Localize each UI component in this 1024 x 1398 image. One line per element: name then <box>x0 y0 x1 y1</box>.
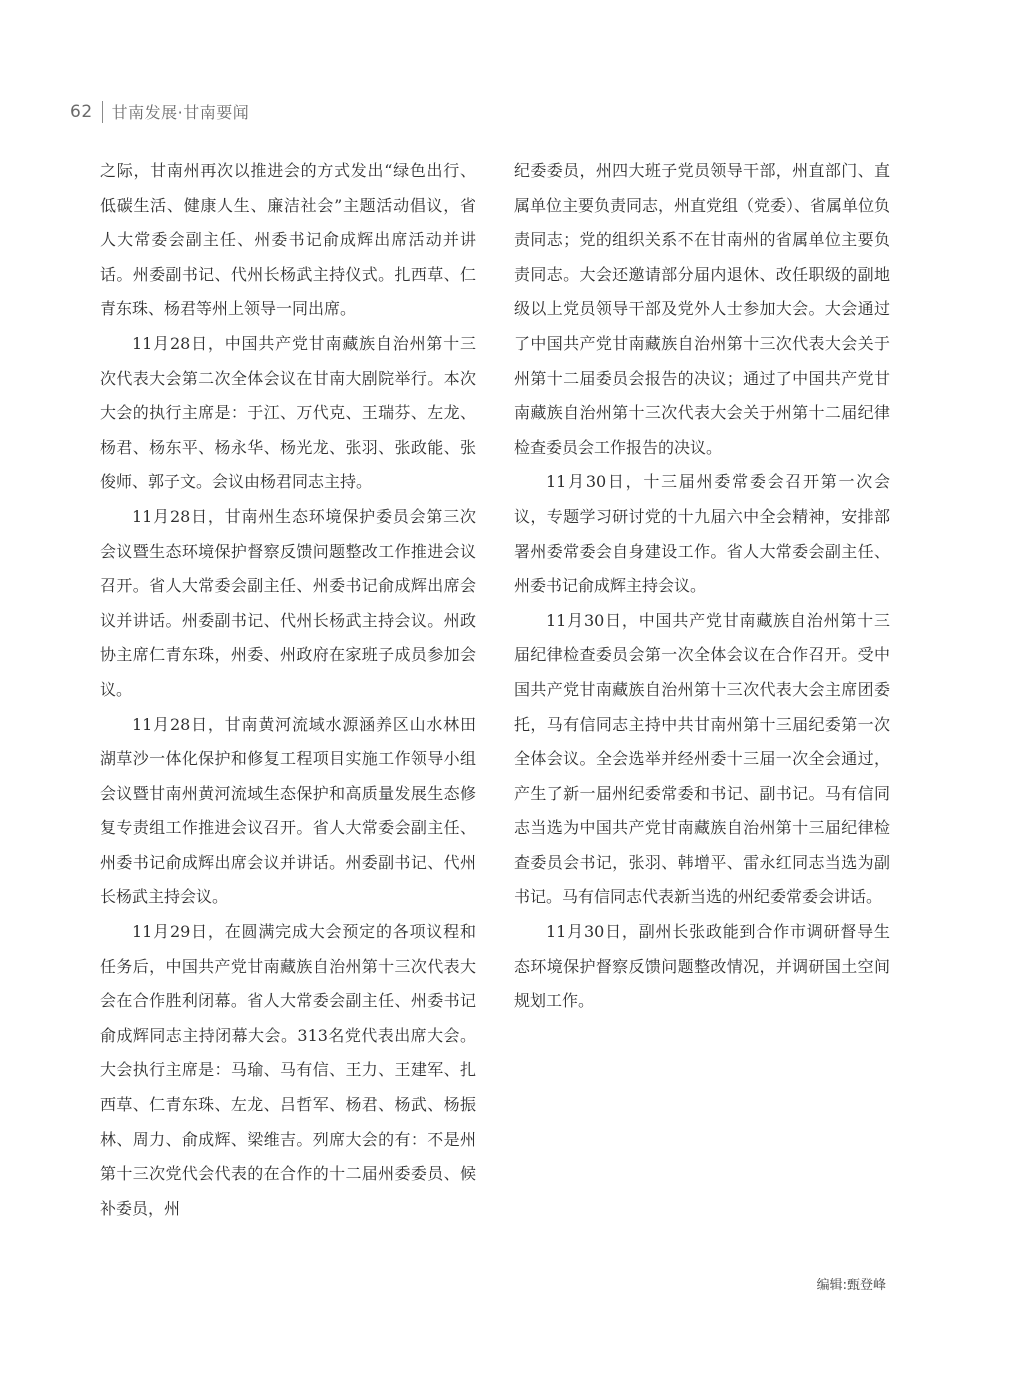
editor-credit: 编辑:甄登峰 <box>816 1278 886 1293</box>
paragraph: 11月30日，副州长张政能到合作市调研督导生态环境保护督察反馈问题整改情况，并调研国土空间规划工作。 <box>514 922 890 1011</box>
paragraph: 11月28日，甘南州生态环境保护委员会第三次会议暨生态环境保护督察反馈问题整改工作推进会议召开。省人大常委会副主任、州委书记俞成辉出席会议并讲话。州委副书记、代州长杨武主持会议。州政协主席仁青东珠，州委、州政府在家班子成员参加会议。 <box>100 506 476 699</box>
page-number: 62 <box>70 101 93 122</box>
header-divider <box>102 101 103 123</box>
paragraph: 11月28日，中国共产党甘南藏族自治州第十三次代表大会第二次全体会议在甘南大剧院举行。本次大会的执行主席是：于江、万代克、王瑞芬、左龙、杨君、杨东平、杨永华、杨光龙、张羽、张政能、张俊师、郭子文。会议由杨君同志主持。 <box>100 333 476 492</box>
paragraph: 11月30日，十三届州委常委会召开第一次会议，专题学习研讨党的十九届六中全会精神，安排部署州委常委会自身建设工作。省人大常委会副主任、州委书记俞成辉主持会议。 <box>514 472 890 596</box>
right-column <box>514 154 890 1019</box>
paragraph: 11月29日，在圆满完成大会预定的各项议程和任务后，中国共产党甘南藏族自治州第十三次代表大会在合作胜利闭幕。省人大常委会副主任、州委书记俞成辉同志主持闭幕大会。313名党代表出席大会。大会执行主席是：马瑜、马有信、王力、王建军、扎西草、仁青东珠、左龙、吕哲军、杨君、杨武、杨振林、周力、俞成辉、梁维吉。列席大会的有：不是州第十三次党代会代表的在合作的十二届州委委员、候补委员，州 <box>100 922 476 1218</box>
left-column <box>100 154 476 1226</box>
paragraph: 纪委委员，州四大班子党员领导干部，州直部门、直属单位主要负责同志，州直党组（党委）、省属单位负责同志；党的组织关系不在甘南州的省属单位主要负责同志。大会还邀请部分届内退休、改任职级的副地级以上党员领导干部及党外人士参加大会。大会通过了中国共产党甘南藏族自治州第十三次代表大会关于州第十二届委员会报告的决议；通过了中国共产党甘南藏族自治州第十三次代表大会关于州第十二届纪律检查委员会工作报告的决议。 <box>514 161 891 457</box>
paragraph: 11月30日，中国共产党甘南藏族自治州第十三届纪律检查委员会第一次全体会议在合作召开。受中国共产党甘南藏族自治州第十三次代表大会主席团委托，马有信同志主持中共甘南州第十三届纪委第一次全体会议。全会选举并经州委十三届一次全会通过，产生了新一届州纪委常委和书记、副书记。马有信同志当选为中国共产党甘南藏族自治州第十三届纪律检查委员会书记，张羽、韩增平、雷永红同志当选为副书记。马有信同志代表新当选的州纪委常委会讲话。 <box>514 610 890 907</box>
paragraph: 11月28日，甘南黄河流域水源涵养区山水林田湖草沙一体化保护和修复工程项目实施工作领导小组会议暨甘南州黄河流域生态保护和高质量发展生态修复专责组工作推进会议召开。省人大常委会副主任、州委书记俞成辉出席会议并讲话。州委副书记、代州长杨武主持会议。 <box>100 714 476 907</box>
paragraph: 之际，甘南州再次以推进会的方式发出“绿色出行、低碳生活、健康人生、廉洁社会”主题活动倡议，省人大常委会副主任、州委书记俞成辉出席活动并讲话。州委副书记、代州长杨武主持仪式。扎西草、仁青东珠、杨君等州上领导一同出席。 <box>100 161 476 319</box>
page-header <box>70 100 249 123</box>
section-title: 甘南发展·甘南要闻 <box>111 103 250 122</box>
